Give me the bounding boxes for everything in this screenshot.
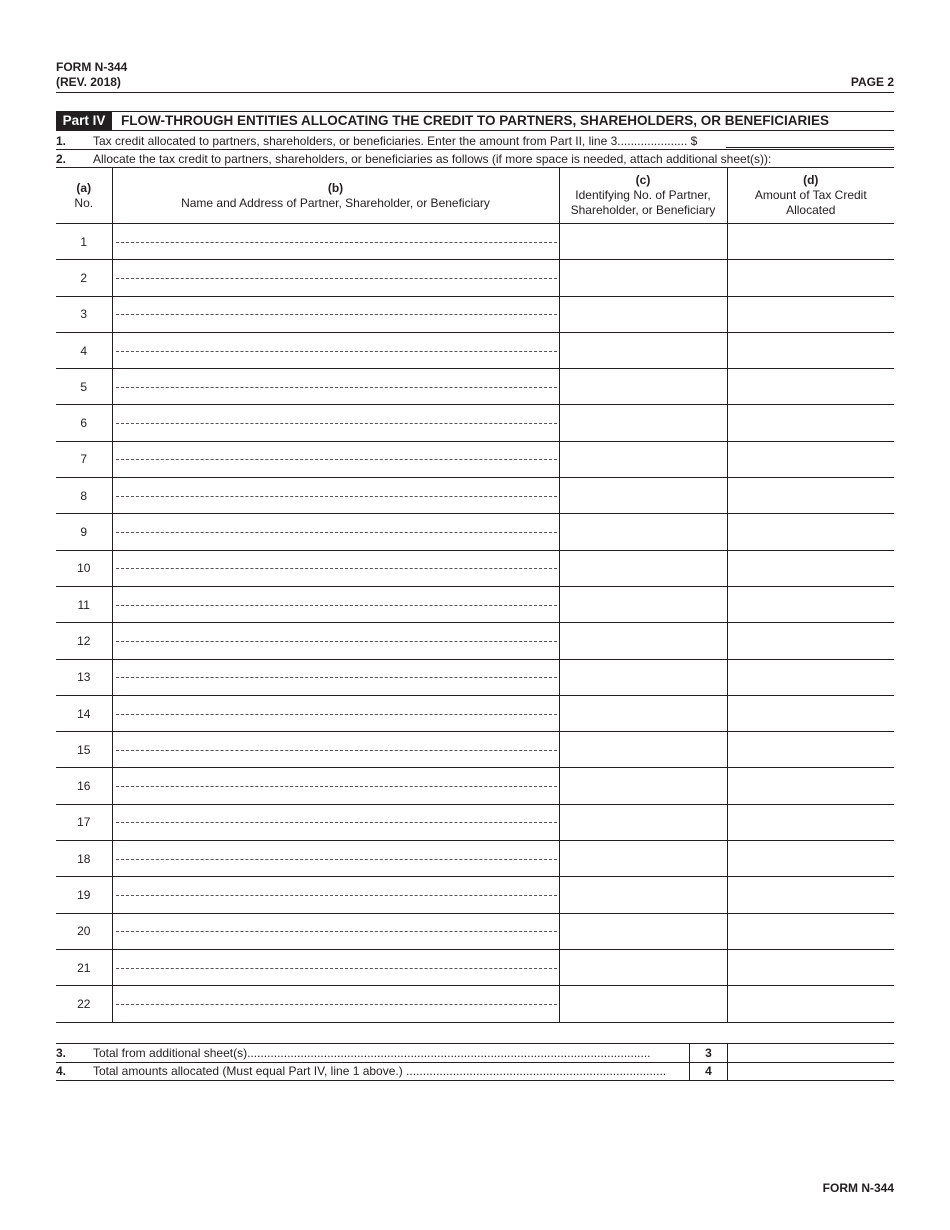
name-address-field[interactable] bbox=[112, 949, 559, 985]
table-row bbox=[56, 478, 894, 514]
table-row bbox=[56, 224, 894, 260]
name-dotted-line bbox=[116, 750, 557, 751]
credit-amount-field[interactable] bbox=[727, 877, 894, 913]
credit-amount-field[interactable] bbox=[727, 550, 894, 586]
line1-amount-field[interactable] bbox=[726, 147, 894, 148]
col-c-label-2: Shareholder, or Beneficiary bbox=[570, 203, 716, 217]
credit-amount-field[interactable] bbox=[727, 768, 894, 804]
credit-amount-field[interactable] bbox=[727, 514, 894, 550]
row-number: 12 bbox=[56, 623, 112, 659]
table-row bbox=[56, 405, 894, 441]
identifying-number-field[interactable] bbox=[559, 586, 727, 622]
name-address-field[interactable] bbox=[112, 877, 559, 913]
name-dotted-line bbox=[116, 677, 557, 678]
name-address-field[interactable] bbox=[112, 441, 559, 477]
line3-box-label: 3 bbox=[689, 1044, 728, 1062]
credit-amount-field[interactable] bbox=[727, 224, 894, 260]
name-dotted-line bbox=[116, 931, 557, 932]
name-address-field[interactable] bbox=[112, 841, 559, 877]
row-number: 14 bbox=[56, 695, 112, 731]
row-number: 20 bbox=[56, 913, 112, 949]
name-dotted-line bbox=[116, 459, 557, 460]
row-number: 8 bbox=[56, 478, 112, 514]
name-address-field[interactable] bbox=[112, 550, 559, 586]
identifying-number-field[interactable] bbox=[559, 732, 727, 768]
credit-amount-field[interactable] bbox=[727, 623, 894, 659]
table-row bbox=[56, 949, 894, 985]
col-a-letter: (a) bbox=[76, 180, 92, 195]
line4-amount-field[interactable] bbox=[727, 1062, 894, 1080]
table-row bbox=[56, 514, 894, 550]
name-dotted-line bbox=[116, 314, 557, 315]
name-address-field[interactable] bbox=[112, 296, 559, 332]
credit-amount-field[interactable] bbox=[727, 732, 894, 768]
credit-amount-field[interactable] bbox=[727, 332, 894, 368]
row-number: 19 bbox=[56, 877, 112, 913]
name-dotted-line bbox=[116, 568, 557, 569]
name-address-field[interactable] bbox=[112, 623, 559, 659]
col-c-label-1: Identifying No. of Partner, bbox=[575, 188, 711, 202]
name-address-field[interactable] bbox=[112, 695, 559, 731]
line3-number: 3. bbox=[56, 1046, 67, 1060]
identifying-number-field[interactable] bbox=[559, 260, 727, 296]
line2-text: Allocate the tax credit to partners, shareholders, or beneficiaries as follows (if more space is needed, attach additional sheet(s)): bbox=[93, 152, 772, 166]
part-bottom-rule bbox=[56, 130, 894, 131]
name-address-field[interactable] bbox=[112, 260, 559, 296]
name-address-field[interactable] bbox=[112, 659, 559, 695]
credit-amount-field[interactable] bbox=[727, 369, 894, 405]
name-dotted-line bbox=[116, 822, 557, 823]
name-dotted-line bbox=[116, 641, 557, 642]
col-d-letter: (d) bbox=[803, 173, 819, 187]
credit-amount-field[interactable] bbox=[727, 949, 894, 985]
identifying-number-field[interactable] bbox=[559, 986, 727, 1022]
row-number: 7 bbox=[56, 441, 112, 477]
identifying-number-field[interactable] bbox=[559, 332, 727, 368]
name-address-field[interactable] bbox=[112, 369, 559, 405]
name-dotted-line bbox=[116, 895, 557, 896]
col-a-header bbox=[56, 168, 112, 224]
name-dotted-line bbox=[116, 496, 557, 497]
line3-text: Total from additional sheet(s)......................................................................................................................... bbox=[93, 1046, 651, 1060]
name-address-field[interactable] bbox=[112, 224, 559, 260]
table-header-row bbox=[56, 168, 894, 224]
name-dotted-line bbox=[116, 859, 557, 860]
row-number: 4 bbox=[56, 332, 112, 368]
table-row bbox=[56, 296, 894, 332]
table-row bbox=[56, 804, 894, 840]
identifying-number-field[interactable] bbox=[559, 296, 727, 332]
table-row bbox=[56, 441, 894, 477]
page-number: PAGE 2 bbox=[850, 75, 894, 89]
name-address-field[interactable] bbox=[112, 405, 559, 441]
table-row bbox=[56, 768, 894, 804]
form-revision: (REV. 2018) bbox=[56, 75, 121, 89]
identifying-number-field[interactable] bbox=[559, 405, 727, 441]
line4-number: 4. bbox=[56, 1064, 67, 1078]
row-number: 13 bbox=[56, 659, 112, 695]
row-number: 6 bbox=[56, 405, 112, 441]
name-dotted-line bbox=[116, 532, 557, 533]
name-dotted-line bbox=[116, 423, 557, 424]
line1-text: Tax credit allocated to partners, shareholders, or beneficiaries. Enter the amount from Part II, line 3..................... $ bbox=[93, 134, 698, 148]
table-row bbox=[56, 369, 894, 405]
line2-number: 2. bbox=[56, 152, 67, 166]
credit-amount-field[interactable] bbox=[727, 659, 894, 695]
name-address-field[interactable] bbox=[112, 514, 559, 550]
col-d-label-2: Allocated bbox=[786, 203, 836, 217]
header-rule bbox=[56, 92, 894, 93]
name-address-field[interactable] bbox=[112, 732, 559, 768]
credit-amount-field[interactable] bbox=[727, 586, 894, 622]
total-line-4 bbox=[56, 1062, 894, 1081]
name-address-field[interactable] bbox=[112, 986, 559, 1022]
name-address-field[interactable] bbox=[112, 768, 559, 804]
identifying-number-field[interactable] bbox=[559, 514, 727, 550]
identifying-number-field[interactable] bbox=[559, 369, 727, 405]
name-dotted-line bbox=[116, 968, 557, 969]
credit-amount-field[interactable] bbox=[727, 296, 894, 332]
identifying-number-field[interactable] bbox=[559, 478, 727, 514]
line1-number: 1. bbox=[56, 134, 67, 148]
col-b-label: Name and Address of Partner, Shareholder, or Beneficiary bbox=[181, 195, 490, 210]
row-number: 10 bbox=[56, 550, 112, 586]
row-number: 22 bbox=[56, 986, 112, 1022]
col-a-label: No. bbox=[74, 195, 94, 210]
name-address-field[interactable] bbox=[112, 586, 559, 622]
name-dotted-line bbox=[116, 242, 557, 243]
name-dotted-line bbox=[116, 351, 557, 352]
row-number: 5 bbox=[56, 369, 112, 405]
name-dotted-line bbox=[116, 605, 557, 606]
table-row bbox=[56, 586, 894, 622]
table-row bbox=[56, 260, 894, 296]
line1-rule bbox=[56, 149, 894, 150]
table-row bbox=[56, 986, 894, 1022]
col-b-header bbox=[112, 168, 559, 224]
identifying-number-field[interactable] bbox=[559, 441, 727, 477]
table-row bbox=[56, 695, 894, 731]
col-c-header bbox=[559, 168, 727, 224]
identifying-number-field[interactable] bbox=[559, 550, 727, 586]
name-address-field[interactable] bbox=[112, 804, 559, 840]
table-row bbox=[56, 913, 894, 949]
row-number: 18 bbox=[56, 841, 112, 877]
credit-amount-field[interactable] bbox=[727, 913, 894, 949]
credit-amount-field[interactable] bbox=[727, 441, 894, 477]
identifying-number-field[interactable] bbox=[559, 623, 727, 659]
table-row bbox=[56, 877, 894, 913]
credit-amount-field[interactable] bbox=[727, 260, 894, 296]
credit-amount-field[interactable] bbox=[727, 478, 894, 514]
identifying-number-field[interactable] bbox=[559, 913, 727, 949]
row-number: 1 bbox=[56, 224, 112, 260]
identifying-number-field[interactable] bbox=[559, 877, 727, 913]
row-number: 15 bbox=[56, 732, 112, 768]
identifying-number-field[interactable] bbox=[559, 224, 727, 260]
table-row bbox=[56, 332, 894, 368]
line3-amount-field[interactable] bbox=[727, 1044, 894, 1062]
footer-form-name: FORM N-344 bbox=[822, 1181, 894, 1195]
table-row bbox=[56, 659, 894, 695]
row-number: 11 bbox=[56, 586, 112, 622]
col-d-header bbox=[727, 168, 894, 224]
name-dotted-line bbox=[116, 786, 557, 787]
identifying-number-field[interactable] bbox=[559, 659, 727, 695]
identifying-number-field[interactable] bbox=[559, 841, 727, 877]
identifying-number-field[interactable] bbox=[559, 695, 727, 731]
col-b-letter: (b) bbox=[327, 180, 344, 195]
row-number: 16 bbox=[56, 768, 112, 804]
credit-amount-field[interactable] bbox=[727, 405, 894, 441]
credit-amount-field[interactable] bbox=[727, 695, 894, 731]
line4-box-label: 4 bbox=[689, 1062, 728, 1080]
row-number: 17 bbox=[56, 804, 112, 840]
name-dotted-line bbox=[116, 714, 557, 715]
allocation-table bbox=[56, 167, 894, 1023]
part-title: FLOW-THROUGH ENTITIES ALLOCATING THE CREDIT TO PARTNERS, SHAREHOLDERS, OR BENEFICIARIES bbox=[121, 113, 829, 128]
identifying-number-field[interactable] bbox=[559, 804, 727, 840]
table-row bbox=[56, 623, 894, 659]
name-dotted-line bbox=[116, 1004, 557, 1005]
col-c-letter: (c) bbox=[635, 173, 651, 187]
credit-amount-field[interactable] bbox=[727, 804, 894, 840]
line4-text: Total amounts allocated (Must equal Part IV, line 1 above.) .............................................................................. bbox=[93, 1064, 667, 1078]
name-dotted-line bbox=[116, 387, 557, 388]
table-row bbox=[56, 550, 894, 586]
name-address-field[interactable] bbox=[112, 332, 559, 368]
row-number: 9 bbox=[56, 514, 112, 550]
credit-amount-field[interactable] bbox=[727, 841, 894, 877]
total-line-3 bbox=[56, 1043, 894, 1063]
table-row bbox=[56, 732, 894, 768]
form-name: FORM N-344 bbox=[56, 60, 128, 74]
credit-amount-field[interactable] bbox=[727, 986, 894, 1022]
row-number: 3 bbox=[56, 296, 112, 332]
name-dotted-line bbox=[116, 278, 557, 279]
identifying-number-field[interactable] bbox=[559, 949, 727, 985]
part-label: Part IV bbox=[56, 112, 112, 130]
table-row bbox=[56, 841, 894, 877]
row-number: 21 bbox=[56, 949, 112, 985]
row-number: 2 bbox=[56, 260, 112, 296]
identifying-number-field[interactable] bbox=[559, 768, 727, 804]
name-address-field[interactable] bbox=[112, 478, 559, 514]
col-d-label-1: Amount of Tax Credit bbox=[754, 188, 867, 202]
name-address-field[interactable] bbox=[112, 913, 559, 949]
